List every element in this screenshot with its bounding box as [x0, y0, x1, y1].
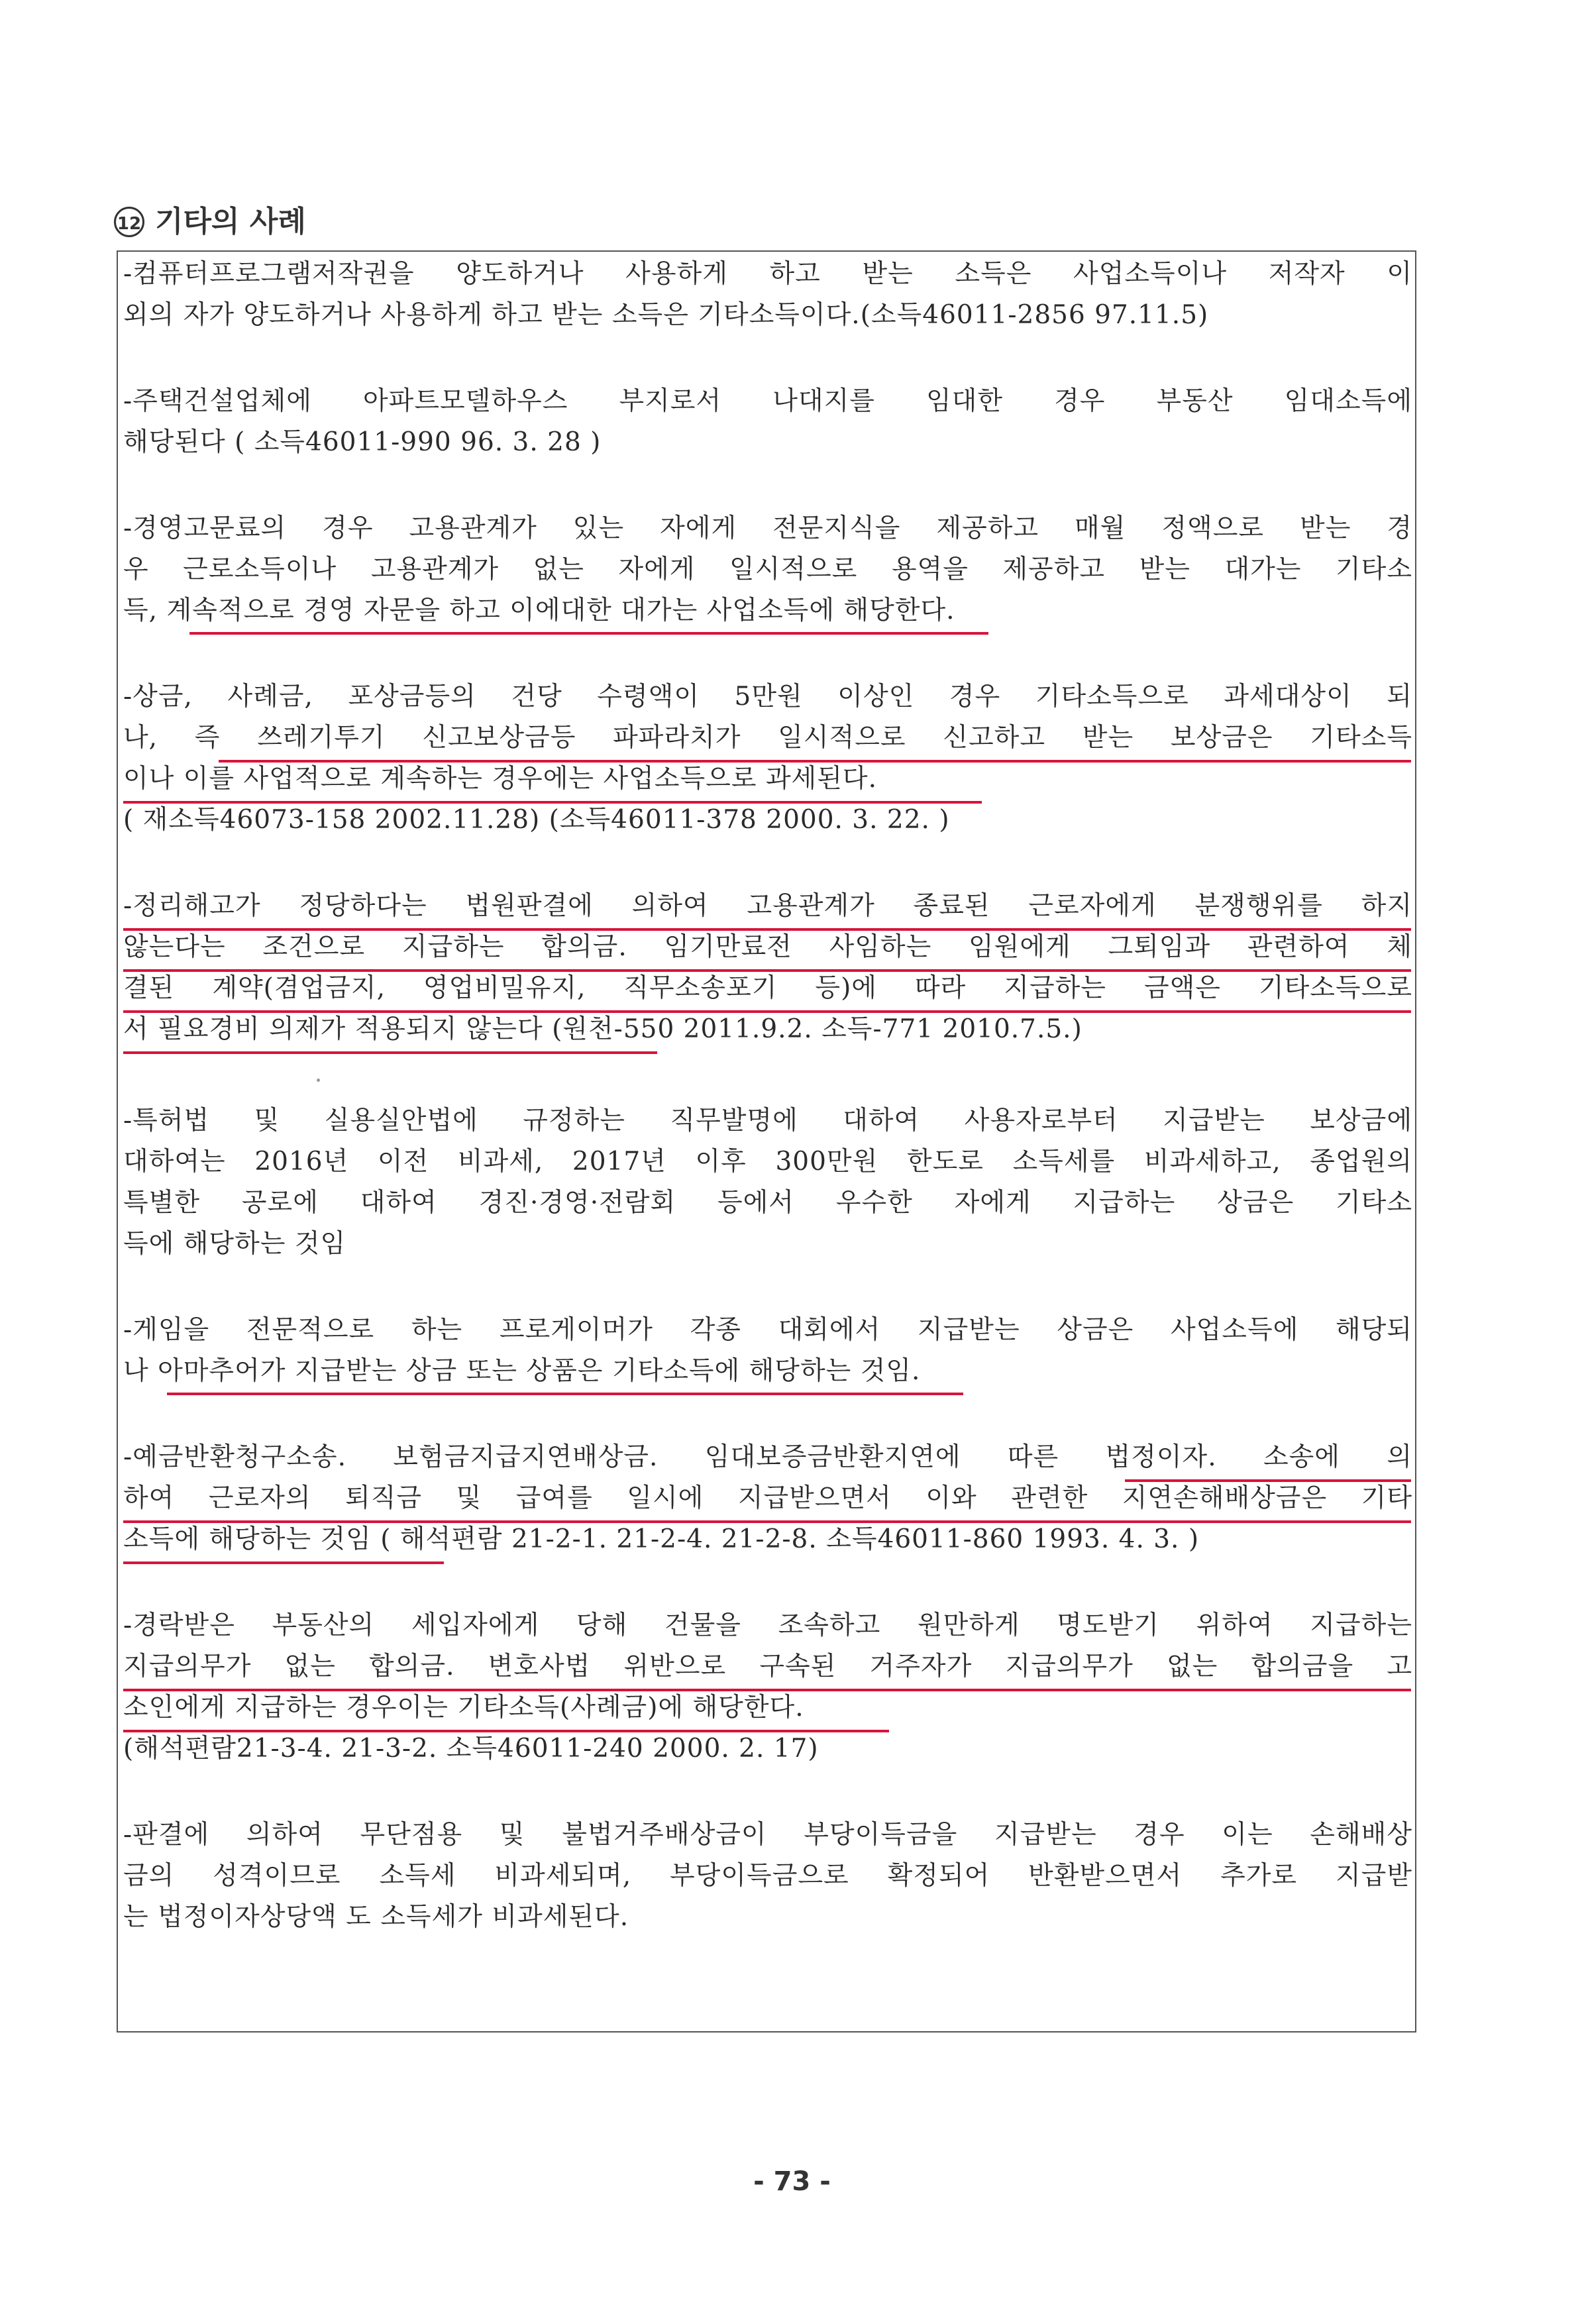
- text-line: 대하여는 2016년 이전 비과세, 2017년 이후 300만원 한도로 소득세를 비과세하고, 종업원의: [123, 1147, 1412, 1177]
- text-line: 외의 자가 양도하거나 사용하게 하고 받는 소득은 기타소득이다.(소득46011-2856 97.11.5): [123, 300, 1209, 330]
- text-line: 소인에게 지급하는 경우이는 기타소득(사례금)에 해당한다.: [123, 1693, 804, 1722]
- text-line: 하여 근로자의 퇴직금 및 급여를 일시에 지급받으면서 이와 관련한 지연손해배상금은 기타: [123, 1483, 1412, 1513]
- text-line: 나 아마추어가 지급받는 상금 또는 상품은 기타소득에 해당하는 것임.: [123, 1356, 921, 1386]
- text-line: 해당된다 ( 소득46011-990 96. 3. 28 ): [123, 427, 602, 457]
- text-line: 않는다는 조건으로 지급하는 합의금. 임기만료전 사임하는 임원에게 그퇴임과 관련하여 체: [123, 932, 1412, 962]
- text-line: -경락받은 부동산의 세입자에게 당해 건물을 조속하고 원만하게 명도받기 위하여 지급하는: [123, 1611, 1412, 1640]
- text-line: 우 근로소득이나 고용관계가 없는 자에게 일시적으로 용역을 제공하고 받는 대가는 기타소: [123, 555, 1412, 584]
- text-line: 는 법정이자상당액 도 소득세가 비과세된다.: [123, 1902, 629, 1932]
- circled-number: 12: [114, 207, 144, 237]
- page-number: - 73 -: [753, 2166, 831, 2197]
- text-line: 금의 성격이므로 소득세 비과세되며, 부당이득금으로 확정되어 반환받으면서 추가로 지급받: [123, 1861, 1412, 1891]
- text-line: -상금, 사례금, 포상금등의 건당 수령액이 5만원 이상인 경우 기타소득으로 과세대상이 되: [123, 682, 1412, 712]
- text-line: 결된 계약(겸업금지, 영업비밀유지, 직무소송포기 등)에 따라 지급하는 금액은 기타소득으로: [123, 973, 1412, 1003]
- section-heading: [114, 197, 306, 240]
- text-line: -판결에 의하여 무단점용 및 불법거주배상금이 부당이득금을 지급받는 경우 이는 손해배상: [123, 1820, 1412, 1850]
- red-underline: [123, 1051, 657, 1054]
- red-underline: [167, 1393, 963, 1395]
- text-line: -정리해고가 정당하다는 법원판결에 의하여 고용관계가 종료된 근로자에게 분쟁행위를 하지: [123, 891, 1412, 921]
- text-line: ( 재소득46073-158 2002.11.28) (소득46011-378 2000. 3. 22. ): [123, 805, 950, 835]
- text-line: 득에 해당하는 것임: [123, 1229, 346, 1259]
- text-line: 소득에 해당하는 것임 ( 해석편람 21-2-1. 21-2-4. 21-2-8. 소득46011-860 1993. 4. 3. ): [123, 1524, 1200, 1554]
- text-line: -경영고문료의 경우 고용관계가 있는 자에게 전문지식을 제공하고 매월 정액으로 받는 경: [123, 513, 1412, 543]
- text-line: 지급의무가 없는 합의금. 변호사법 위반으로 구속된 거주자가 지급의무가 없는 합의금을 고: [123, 1652, 1412, 1681]
- text-line: -게임을 전문적으로 하는 프로게이머가 각종 대회에서 지급받는 상금은 사업소득에 해당되: [123, 1315, 1412, 1345]
- text-line: 나, 즉 쓰레기투기 신고보상금등 파파라치가 일시적으로 신고하고 받는 보상금은 기타소득: [123, 723, 1412, 753]
- text-line: 득, 계속적으로 경영 자문을 하고 이에대한 대가는 사업소득에 해당한다.: [123, 596, 955, 625]
- section-title: 기타의 사례: [155, 205, 306, 238]
- text-line: -컴퓨터프로그램저작권을 양도하거나 사용하게 하고 받는 소득은 사업소득이나 저작자 이: [123, 259, 1412, 289]
- red-underline: [189, 632, 988, 635]
- text-line: -주택건설업체에 아파트모델하우스 부지로서 나대지를 임대한 경우 부동산 임대소득에: [123, 386, 1412, 416]
- text-line: 특별한 공로에 대하여 경진·경영·전람회 등에서 우수한 자에게 지급하는 상금은 기타소: [123, 1188, 1412, 1218]
- text-line: -예금반환청구소송. 보험금지급지연배상금. 임대보증금반환지연에 따른 법정이자. 소송에 의: [123, 1442, 1412, 1472]
- text-line: (해석편람21-3-4. 21-3-2. 소득46011-240 2000. 2. 17): [123, 1734, 819, 1764]
- speck: [317, 1079, 320, 1082]
- text-line: -특허법 및 실용실안법에 규정하는 직무발명에 대하여 사용자로부터 지급받는 보상금에: [123, 1106, 1412, 1136]
- text-line: 이나 이를 사업적으로 계속하는 경우에는 사업소득으로 과세된다.: [123, 764, 877, 794]
- red-underline: [123, 1561, 444, 1564]
- text-line: 서 필요경비 의제가 적용되지 않는다 (원천-550 2011.9.2. 소득-771 2010.7.5.): [123, 1014, 1082, 1044]
